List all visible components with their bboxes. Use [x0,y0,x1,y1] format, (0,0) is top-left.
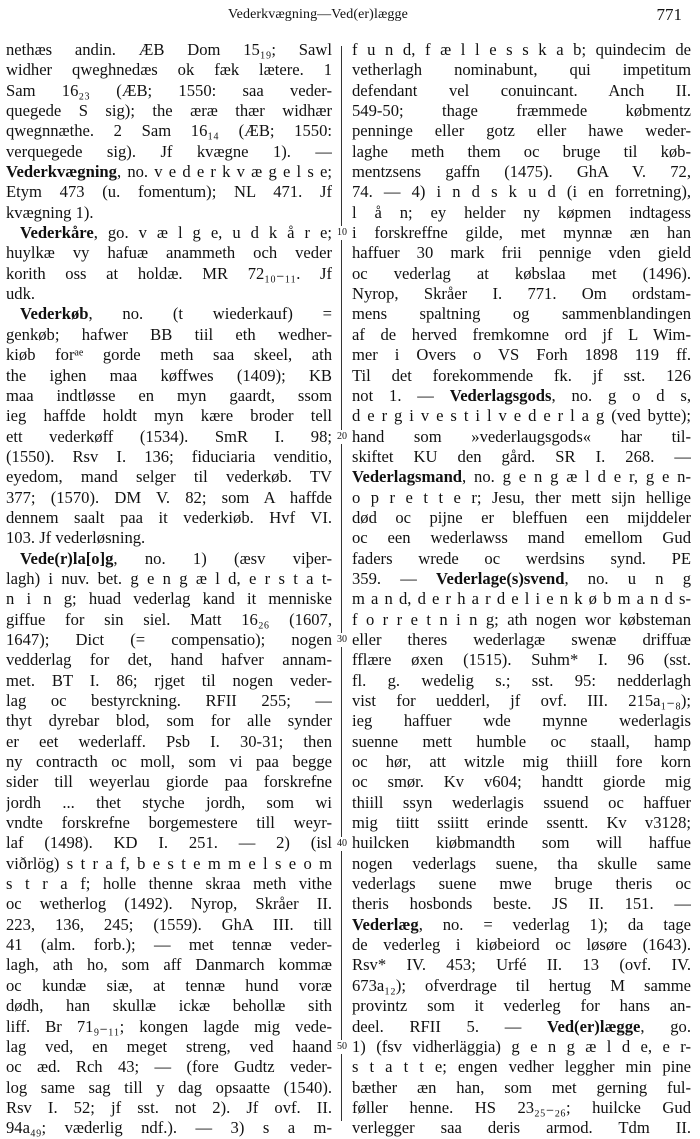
text-line: ett vederkøff (1534). SmR I. 98; [6,426,332,446]
text-line: f u n d, f æ l l e s s k a b; quindecim de [352,40,691,59]
text-line: the ighen maa køffwes (1409); KB [6,365,332,385]
text-line: theris hosbonds beste. JS II. 151. — [352,894,691,914]
headword: Vede(r)la[o]g [20,548,114,568]
text-line: 223, 136, 245; (1559). GhA III. till [6,914,332,934]
text-line: mer i Overs o VS Forh 1898 119 ff. [352,345,691,365]
text-line: maa indtløsse en myn gaardt, ssom [6,385,332,405]
text-line: Sam 16₂₃ (ÆB; 1550: saa veder- [6,80,332,100]
running-head: Vederkvægning—Ved(er)lægge [228,7,408,22]
text-line: Vederkåre, go. v æ l g e, u d k å r e; [20,223,332,243]
text-line: af de herved fremkomne ord jf L Wim- [352,324,691,344]
text-line: mig tiitt ssiitt erinde ssentt. Kv v3128; [352,813,691,833]
text-line: Vederkøb, no. (t wiederkauf) = [20,304,332,324]
text-line: bæther æn han, som met gerning ful- [352,1077,691,1097]
text-line: mens spaltning og sammenblandingen [352,304,691,324]
text-line: huylkæ vy hafuæ anammeth och veder [6,243,332,263]
column-rule [341,46,342,1121]
text-line: (1550). Rsv I. 136; fiduciaria venditio, [6,446,332,466]
text-line: verquegede sig). Jf kvægne 1). — [6,141,332,161]
text-line: føller henne. HS 23₂₅₋₂₆; huilcke Gud [352,1097,691,1117]
text-line: Rsv* IV. 453; Urfé II. 13 (ovf. IV. [352,955,691,975]
text-line: haffuer 30 mark frii pennige vden gield [352,243,691,263]
text-line: provintz som it vederleg for hans an- [352,996,691,1016]
text-line: lag oc bestyrckning. RFII 255; — [6,691,332,710]
text-line: 94a₄₉; væderlig ndf.). — 3) s a m- [6,1118,332,1138]
text-line: log same sag till y dag opsaatte (1540). [6,1077,332,1097]
text-line: qwegnnæthe. 2 Sam 16₁₄ (ÆB; 1550: [6,121,332,141]
text-line: 1647); Dict (= compensatio); nogen [6,629,332,649]
text-line: dennem saalt paa it vederkiøb. Hvf VI. [6,507,332,527]
headword: Vederlæg [352,914,419,934]
text-line: faders wrede oc werdsins synd. PE [352,548,691,568]
text-line: nogen vederlags suene, tha skulle same [352,853,691,873]
page-header [0,4,700,30]
text-line: Vederkvægning, no. v e d e r k v æ g e l s e; [6,162,332,182]
text-line: oc kundæ siæ, at tennæ hund voræ [6,975,332,995]
text-line: kiøb forᵃᵉ gorde meth saa skeel, ath [6,345,332,365]
text-line: m a n d, d e r h a r d e l i e n k ø b m a n d s- [352,589,691,609]
text-line: ieg haffuer wde mynne wederlagis [352,711,691,731]
text-line: oc vederlag at købslaa met (1496). [352,263,691,283]
headword: Vederkøb [20,304,89,324]
text-line: skiftet KU den gård. SR I. 268. — [352,446,691,466]
text-line: Vederlæg, no. = vederlag 1); da tage [352,914,691,934]
text-line: de vederleg i kiøbeiord oc løsøre (1643). [352,935,691,955]
text-line: Til det forekommende fk. jf sst. 126 [352,365,691,385]
text-line: genkøb; hafwer BB tiil eth wedher- [6,324,332,344]
text-line: met. BT I. 86; rjget til nogen veder- [6,670,332,690]
text-line: korith oss at holdæ. MR 72₁₀₋₁₁. Jf [6,263,332,283]
text-line: s t a t t e; engen vedher leggher min pine [352,1057,691,1077]
page-number: 771 [656,5,682,24]
text-line: vetherlagh nominabunt, qui impetitum [352,60,691,80]
text-line: suenne mett humble oc staall, hamp [352,731,691,751]
text-line: viðrlög) s t r a f, b e s t e m m e l s e o m [6,853,332,873]
text-line: kvægning 1). [6,202,94,222]
text-line: 359. — Vederlage(s)svend, no. u n g [352,568,691,588]
headword: Ved(er)lægge [547,1016,641,1036]
text-line: udk. [6,284,36,304]
text-line: mentzsens gaffn (1475). GhA V. 72, [352,162,691,182]
headword: Vederlagsmand [352,467,463,487]
text-line: laf (1498). KD I. 251. — 2) (isl [6,833,332,853]
text-line: widher qweghnedæs ok fæk lætere. 1 [6,60,332,80]
headword: Vederlage(s)svend [436,568,565,588]
text-line: Etym 473 (u. fomentum); NL 471. Jf [6,182,332,202]
text-line: lagh) i nuv. bet. g e n g æ l d, e r s t a t- [6,568,332,588]
text-line: fl. g. wedelig s.; sst. 95: nedderlagh [352,670,691,690]
text-line: sider till weyerlau giorde paa forskrefne [6,772,332,792]
text-line: 1) (fsv vidherläggia) g e n g æ l d e, e r- [352,1036,691,1056]
text-line: fflære øxen (1515). Suhm* I. 96 (sst. [352,650,691,670]
text-line: lag ved, en meget streng, ved haand [6,1036,332,1056]
text-line: 74. — 4) i n d s k u d (i en forretning), [352,182,691,202]
text-line: 377; (1570). DM V. 82; som A haffde [6,487,332,507]
right-column [352,40,691,1139]
text-line: i forskreffne gilde, met mynnæ æn han [352,223,691,243]
line-number: 30 [333,633,351,647]
text-line: 103. Jf vederløsning. [6,528,146,548]
text-line: thiill ssyn wederlagis ssuend oc haffuer [352,792,691,812]
text-line: dødh, han skullæ ickæ behollæ sith [6,996,332,1016]
line-number: 40 [333,837,351,851]
headword: Vederlagsgods [449,385,552,405]
text-line: oc wetherlog (1492). Nyrop, Skråer II. [6,894,332,914]
text-line: liff. Br 71₉₋₁₁; kongen lagde mig vede- [6,1016,332,1036]
text-line: thyt dyrebar blod, som for alle synder [6,711,332,731]
text-line: o p r e t t e r; Jesu, ther mett sijn hellige [352,487,691,507]
text-line: ieg haffde holdt myn kære broder tell [6,406,332,426]
text-line: Vederlagsmand, no. g e n g æ l d e r, g e n- [352,467,691,487]
text-line: laghe meth them oc bruge til køb- [352,141,691,161]
text-line: f o r r e t n i n g; ath nogen wor købsteman [352,609,691,629]
line-number: 20 [333,430,351,444]
text-line: verlegger saa deris armod. Tdm II. [352,1118,691,1138]
text-line: Vede(r)la[o]g, no. 1) (æsv viþer- [20,548,332,568]
text-line: deel. RFII 5. — Ved(er)lægge, go. [352,1016,691,1036]
text-line: penninge eller gotz eller hawe weder- [352,121,691,141]
text-line: d e r g i v e s t i l v e d e r l a g (ved bytte); [352,406,691,426]
text-line: oc smør. Kv v604; handtt giorde mig [352,772,691,792]
text-line: eyedom, mand selger til vederkøb. TV [6,467,332,487]
text-line: eller theres wederlagæ swenæ driffuæ [352,629,691,649]
text-line: huilcken kiøbmandth som will haffue [352,833,691,853]
text-line: jordh ... thet styche jordh, som wi [6,792,332,812]
text-line: 549-50; thage fræmmede købmentz [352,101,691,121]
left-column [6,40,332,1139]
text-line: nethæs andin. ÆB Dom 15₁₉; Sawl [6,40,332,59]
line-number: 10 [333,226,351,240]
text-line: vist for uedderl, jf ovf. III. 215a₁₋₈); [352,691,691,710]
text-line: 673a₁₂); ofverdrage til hertug M samme [352,975,691,995]
text-line: vedderlag for det, hand hafver annam- [6,650,332,670]
text-line: oc een wederlawss mand emellom Gud [352,528,691,548]
text-line: oc æd. Rch 43; — (fore Gudtz veder- [6,1057,332,1077]
text-line: Rsv I. 52; jf sst. not 2). Jf ovf. II. [6,1097,332,1117]
text-line: vederlags suene mwe bruge theris oc [352,874,691,894]
line-number: 50 [333,1040,351,1054]
headword: Vederkåre [20,223,94,243]
text-line: defendant vel conuincant. Anch II. [352,80,691,100]
text-line: 41 (alm. forb.); — met tennæ veder- [6,935,332,955]
text-line: n i n g; huad vederlag kand it menniske [6,589,332,609]
headword: Vederkvægning [6,162,117,182]
text-line: oc hør, att witzle mig thiill fore korn [352,752,691,772]
text-line: vndte forskrefne borgemestere till weyr- [6,813,332,833]
text-line: not 1. — Vederlagsgods, no. g o d s, [352,385,691,405]
text-line: Nyrop, Skråer I. 771. Om ordstam- [352,284,691,304]
text-line: er eet wederlaff. Psb I. 30-31; then [6,731,332,751]
text-line: l å n; ey helder ny køpmen indtagess [352,202,691,222]
text-line: giffue for sin siel. Matt 16₂₆ (1607, [6,609,332,629]
text-line: quegede S sig); the æræ thær widhær [6,101,332,121]
text-line: s t r a f; holle thenne skraa meth vithe [6,874,332,894]
text-line: ny contracth oc moll, som vi paa begge [6,752,332,772]
text-line: død oc pijne er bleffuen een mijddeler [352,507,691,527]
text-line: hand som »vederlaugsgods« har til- [352,426,691,446]
text-line: lagh, ath ho, som aff Danmarch kommæ [6,955,332,975]
